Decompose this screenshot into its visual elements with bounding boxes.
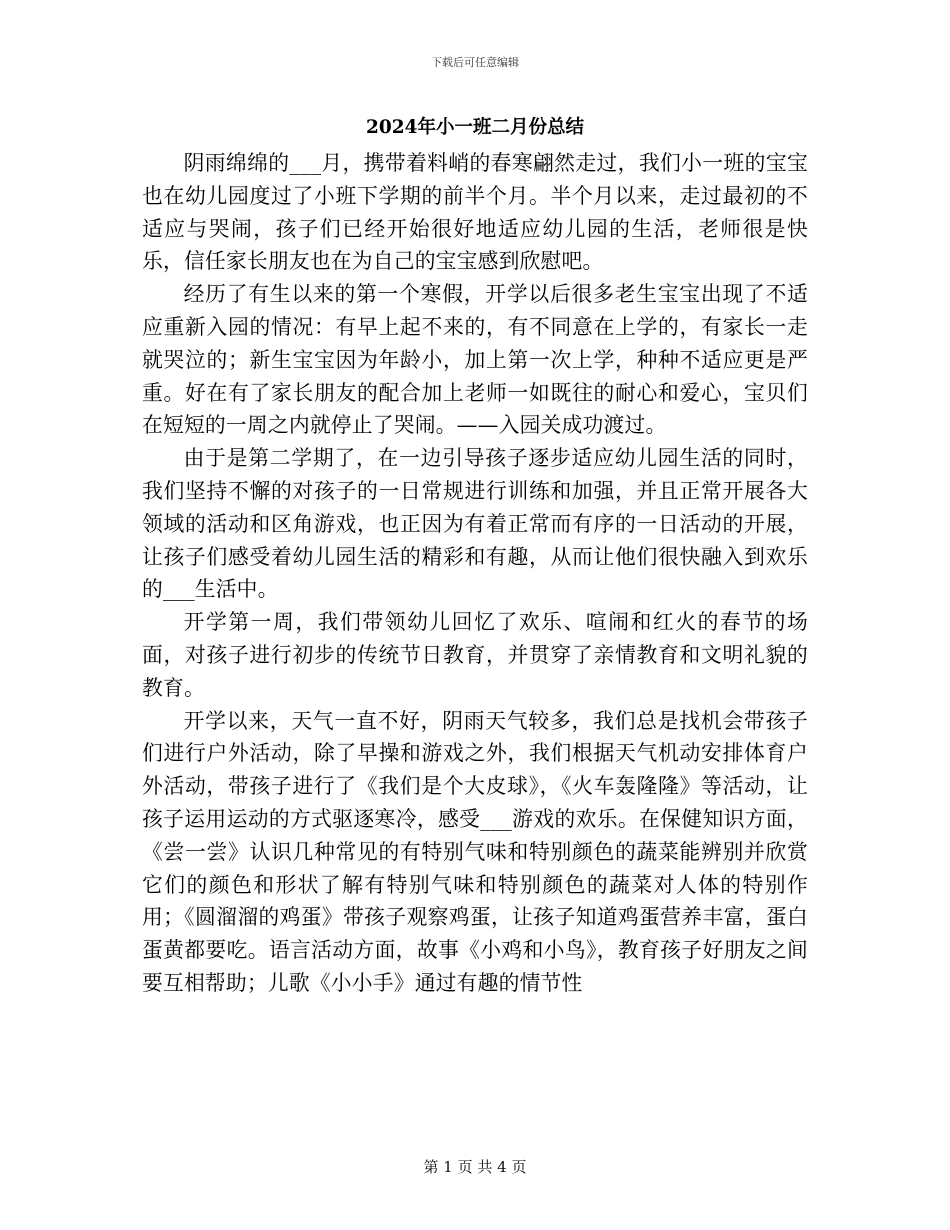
paragraph-1: 阴雨绵绵的___月，携带着料峭的春寒翩然走过，我们小一班的宝宝也在幼儿园度过了小班下学期的前半个月。半个月以来，走过最初的不适应与哭闹，孩子们已经开始很好地适应幼儿园的生活，老师很是快乐，信任家长朋友也在为自己的宝宝感到欣慰吧。 [142,151,808,274]
paragraph-4: 开学第一周，我们带领幼儿回忆了欢乐、喧闹和红火的春节的场面，对孩子进行初步的传统节日教育，并贯穿了亲情教育和文明礼貌的教育。 [142,610,808,700]
paragraph-2: 经历了有生以来的第一个寒假，开学以后很多老生宝宝出现了不适应重新入园的情况：有早上起不来的，有不同意在上学的，有家长一走就哭泣的；新生宝宝因为年龄小，加上第一次上学，种种不适应更是严重。好在有了家长朋友的配合加上老师一如既往的耐心和爱心，宝贝们在短短的一周之内就停止了哭闹。——入园关成功渡过。 [142,282,808,438]
header-note: 下载后可任意编辑 [431,56,519,69]
paragraph-3: 由于是第二学期了，在一边引导孩子逐步适应幼儿园生活的同时，我们坚持不懈的对孩子的一日常规进行训练和加强，并且正常开展各大领域的活动和区角游戏，也正因为有着正常而有序的一日活动的开展，让孩子们感受着幼儿园生活的精彩和有趣，从而让他们很快融入到欢乐的___生活中。 [142,446,808,602]
page-number: 第 1 页 共 4 页 [423,1158,527,1176]
document-body [142,147,808,1000]
document-title: 2024年小一班二月份总结 [366,117,584,138]
paragraph-5: 开学以来，天气一直不好，阴雨天气较多，我们总是找机会带孩子们进行户外活动，除了早操和游戏之外，我们根据天气机动安排体育户外活动，带孩子进行了《我们是个大皮球》，《火车轰隆隆》等活动，让孩子运用运动的方式驱逐寒冷，感受___游戏的欢乐。在保健知识方面，《尝一尝》认识几种常见的有特别气味和特别颜色的蔬菜能辨别并欣赏它们的颜色和形状了解有特别气味和特别颜色的蔬菜对人体的特别作用；《圆溜溜的鸡蛋》带孩子观察鸡蛋，让孩子知道鸡蛋营养丰富，蛋白蛋黄都要吃。语言活动方面，故事《小鸡和小鸟》，教育孩子好朋友之间要互相帮助；儿歌《小小手》通过有趣的情节性 [142,708,808,995]
